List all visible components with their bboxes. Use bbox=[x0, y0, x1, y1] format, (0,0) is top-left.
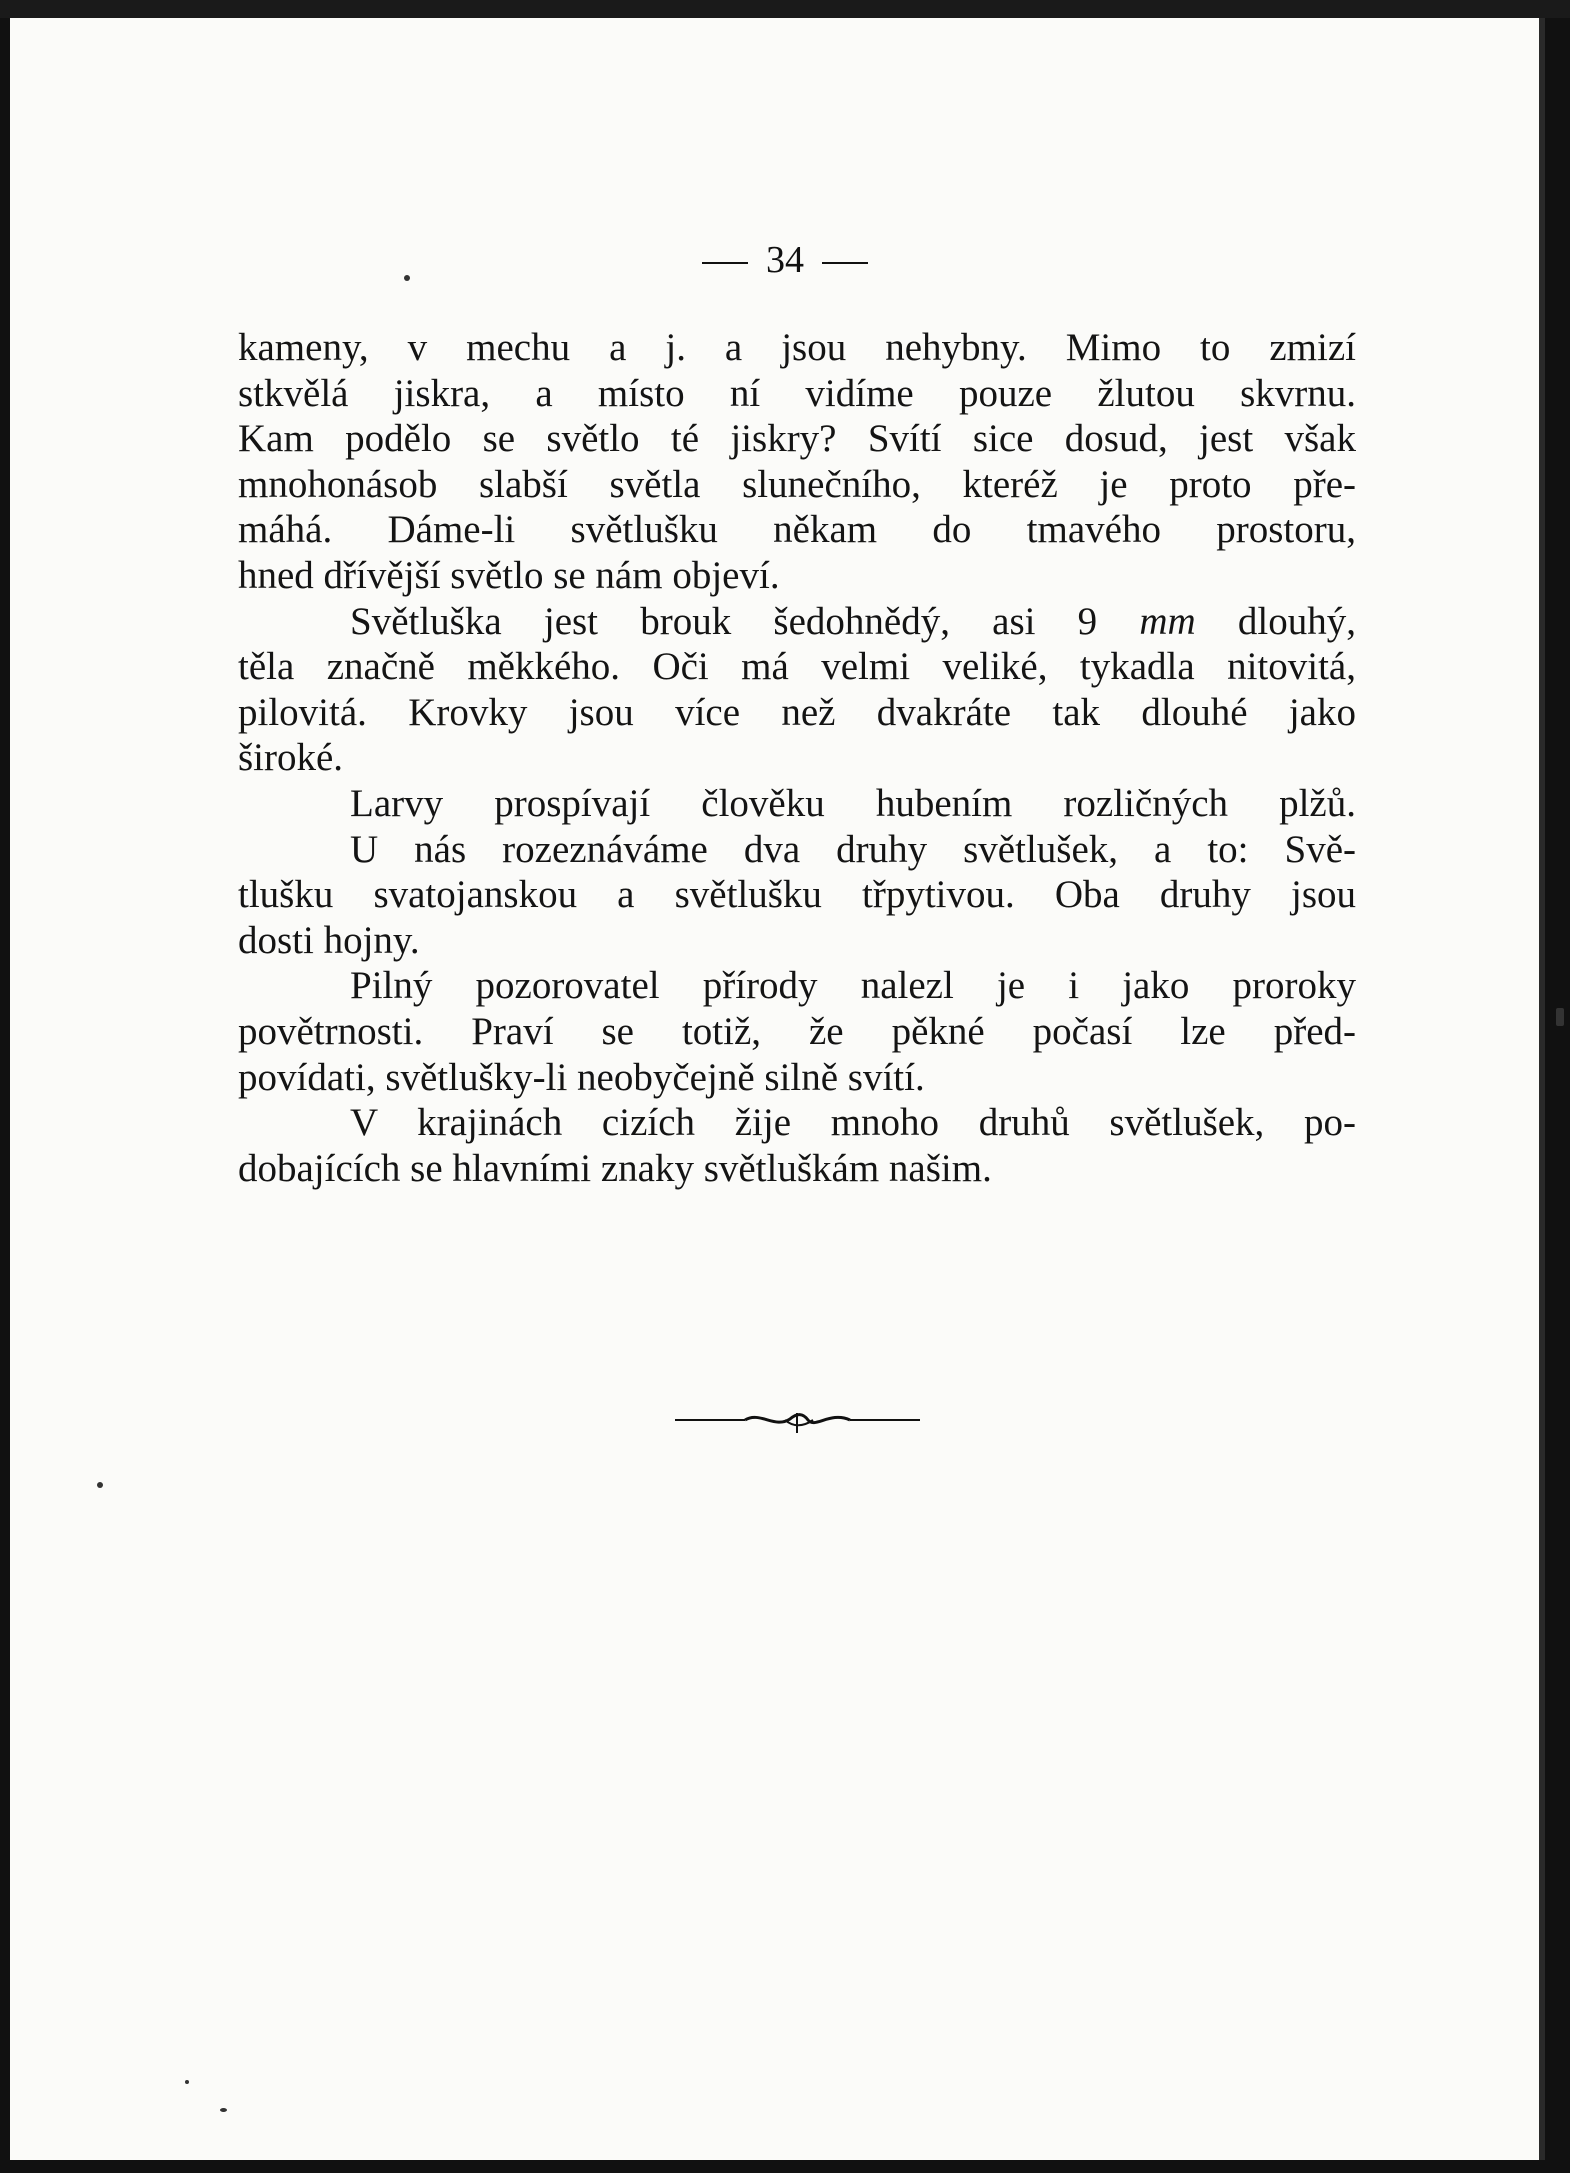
text-line: pilovitá. Krovky jsou více než dvakráte tak dlouhé jako bbox=[238, 690, 1356, 734]
end-flourish-icon bbox=[675, 1405, 920, 1435]
text-line: široké. bbox=[238, 736, 344, 780]
scan-speck bbox=[185, 2080, 189, 2084]
text-line: tlušku svatojanskou a světlušku třpytivou. Oba druhy jsou bbox=[238, 873, 1356, 917]
text-line: U nás rozeznáváme dva druhy světlušek, a to: Svě- bbox=[350, 827, 1356, 871]
text-line: dobajících se hlavními znaky světluškám našim. bbox=[238, 1146, 992, 1190]
text-line: Larvy prospívají člověku hubením rozličných plžů. bbox=[350, 781, 1356, 825]
page-number: 34 bbox=[766, 239, 804, 281]
text-line: stkvělá jiskra, a místo ní vidíme pouze žlutou skvrnu. bbox=[238, 371, 1356, 415]
body-text bbox=[238, 325, 1356, 1191]
text-line: dosti hojny. bbox=[238, 918, 420, 962]
scan-speck bbox=[220, 2108, 227, 2112]
page-header bbox=[0, 238, 1570, 282]
scan-border bbox=[0, 0, 1570, 18]
text-line: Kam podělo se světlo té jiskry? Svítí sice dosud, jest však bbox=[238, 417, 1356, 461]
header-dash-right bbox=[822, 262, 868, 264]
text-line: povídati, světlušky-li neobyčejně silně svítí. bbox=[238, 1055, 925, 1099]
unit-abbreviation: mm bbox=[1139, 599, 1196, 643]
text-line: povětrnosti. Praví se totiž, že pěkné počasí lze před- bbox=[238, 1009, 1356, 1053]
scan-speck bbox=[404, 275, 410, 281]
text-line: Pilný pozorovatel přírody nalezl je i jako proroky bbox=[350, 964, 1356, 1008]
text-line: máhá. Dáme-li světlušku někam do tmavého prostoru, bbox=[238, 508, 1356, 552]
text-line: mnohonásob slabší světla slunečního, kteréž je proto pře- bbox=[238, 462, 1356, 506]
text-fragment: dlouhý, bbox=[1195, 599, 1356, 643]
header-dash-left bbox=[702, 262, 748, 264]
text-line: hned dřívější světlo se nám objeví. bbox=[238, 553, 780, 597]
text-line bbox=[238, 599, 1356, 645]
text-line: těla značně měkkého. Oči má velmi veliké, tykadla nitovitá, bbox=[238, 645, 1356, 689]
scan-speck bbox=[1556, 1008, 1564, 1026]
text-line: kameny, v mechu a j. a jsou nehybny. Mimo to zmizí bbox=[238, 326, 1356, 369]
text-line: V krajinách cizích žije mnoho druhů světlušek, po- bbox=[350, 1101, 1356, 1145]
scan-speck bbox=[97, 1482, 103, 1488]
text-fragment: Světluška jest brouk šedohnědý, asi 9 bbox=[350, 599, 1140, 643]
